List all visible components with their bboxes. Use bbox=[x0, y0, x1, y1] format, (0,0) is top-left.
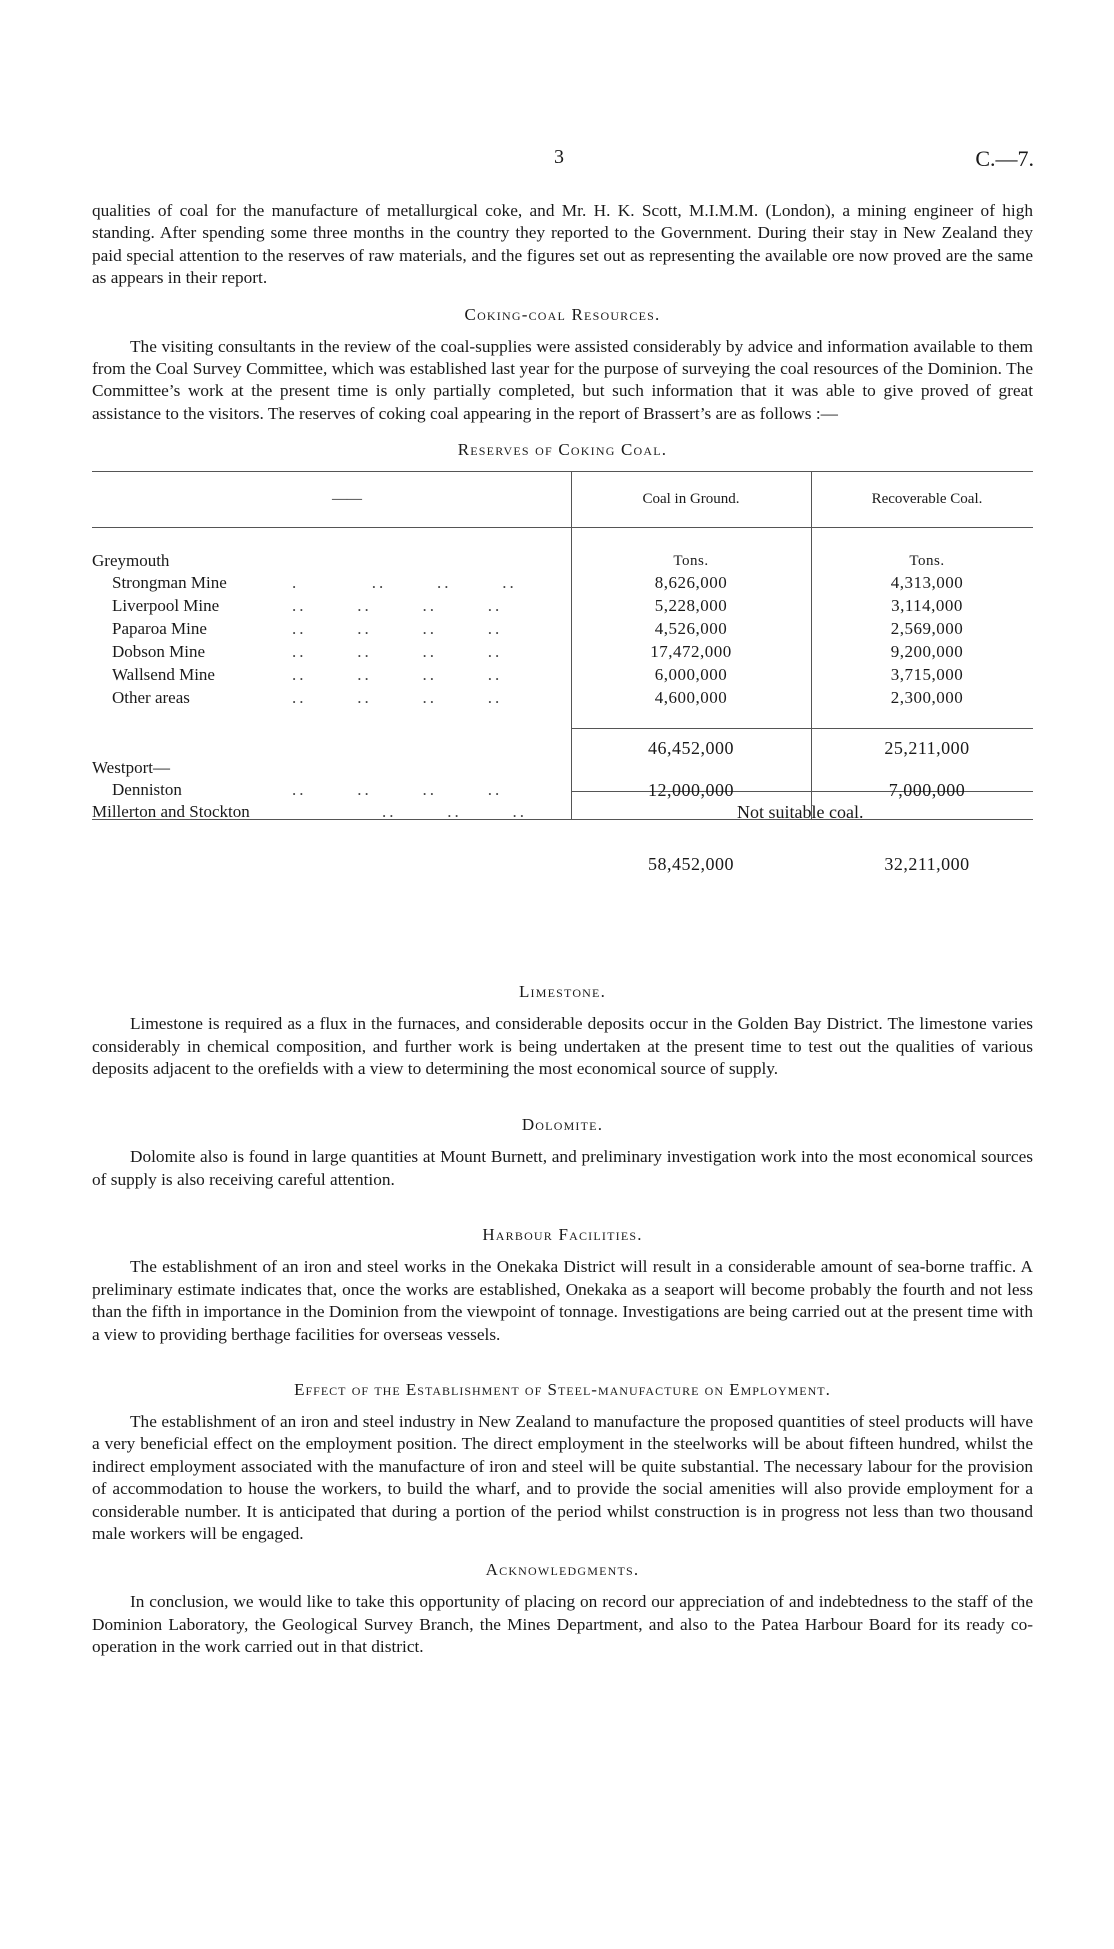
intro-paragraph: qualities of coal for the manufacture of metallurgical coke, and Mr. H. K. Scott, M.I.M.M. (London), a mining engineer of high standing. After spending some three months in the country they reported to the Government. During their stay in New Zealand they paid special attention to the reserves of raw materials, and the figures set out as representing the available ore now proved are the same as appears in their report. bbox=[92, 201, 1033, 288]
leader-dots: .. .. .. .. bbox=[292, 596, 503, 616]
cell-recoverable: 9,200,000 bbox=[890, 642, 964, 662]
coking-coal-heading: Coking-coal Resources. bbox=[464, 304, 661, 324]
employment-heading: Effect of the Establishment of Steel-manufacture on Employment. bbox=[294, 1379, 831, 1399]
row-name: Wallsend Mine bbox=[112, 665, 215, 685]
reserves-table bbox=[92, 425, 1033, 891]
table-top-rule bbox=[92, 471, 1033, 472]
spacer bbox=[92, 891, 1033, 981]
acknowledgments-paragraph: In conclusion, we would like to take this opportunity of placing on record our appreciation of and indebtedness to the staff of the Dominion Laboratory, the Geological Survey Branch, the Mines Department, and also to the Patea Harbour Board for its ready co-operation in the work carried out in that district. bbox=[92, 1592, 1033, 1657]
subtotal-ground: 46,452,000 bbox=[648, 738, 734, 759]
not-suitable-note: Not suitable coal. bbox=[737, 802, 864, 823]
col-header-ground: Coal in Ground. bbox=[642, 491, 740, 508]
stub-header: —— bbox=[332, 491, 362, 508]
table-header-rule bbox=[92, 527, 1033, 528]
coking-coal-paragraph: The visiting consultants in the review of the coal-supplies were assisted considerably by advice and information available to them from the Coal Survey Committee, which was established last year for the purpose of surveying the coal resources of the Dominion. The Committee’s work at the present time is only partially completed, but such information that it was able to give proved of great assistance to the visitors. The reserves of coking coal appearing in the report of Brassert’s are as follows :— bbox=[92, 336, 1033, 423]
leader-dots: .. .. .. .. bbox=[292, 665, 503, 685]
row-name: Liverpool Mine bbox=[112, 596, 220, 616]
subtotal-rule bbox=[571, 728, 1033, 729]
unit-recoverable: Tons. bbox=[909, 553, 945, 570]
leader-dots: .. .. .. .. bbox=[292, 688, 503, 708]
leader-dots: .. .. .. .. bbox=[292, 780, 503, 800]
cell-ground: 5,228,000 bbox=[654, 596, 728, 616]
harbour-paragraph: The establishment of an iron and steel works in the Onekaka District will result in a considerable amount of sea-borne traffic. A preliminary estimate indicates that, once the works are established, Onekaka as a seaport will become probably the fourth and not less than the fifth in importance in the Dominion from the viewpoint of tonnage. Investigations are being carried out at the present time with a view to providing berthage facilities for overseas vessels. bbox=[92, 1257, 1033, 1344]
col-header-recoverable: Recoverable Coal. bbox=[871, 491, 983, 508]
cell-ground: 4,600,000 bbox=[654, 688, 728, 708]
cell-recoverable: 3,715,000 bbox=[890, 665, 964, 685]
cell-recoverable: 2,300,000 bbox=[890, 688, 964, 708]
total-ground: 58,452,000 bbox=[648, 854, 734, 875]
limestone-heading: Limestone. bbox=[518, 982, 607, 1002]
leader-dots: .. .. .. .. bbox=[292, 642, 503, 662]
cell-recoverable: 3,114,000 bbox=[891, 596, 963, 616]
cell-recoverable: 7,000,000 bbox=[888, 780, 966, 801]
row-name: Other areas bbox=[112, 688, 190, 708]
group-label-westport: Westport— bbox=[92, 758, 170, 778]
cell-ground: 12,000,000 bbox=[648, 780, 734, 801]
dolomite-paragraph: Dolomite also is found in large quantities at Mount Burnett, and preliminary investigation work into the most economical sources of supply is also receiving careful attention. bbox=[92, 1147, 1033, 1189]
row-name: Paparoa Mine bbox=[112, 619, 207, 639]
dolomite-heading: Dolomite. bbox=[521, 1115, 604, 1135]
cell-recoverable: 2,569,000 bbox=[890, 619, 964, 639]
row-name: Strongman Mine bbox=[112, 573, 227, 593]
group-label-greymouth: Greymouth bbox=[92, 551, 170, 571]
unit-ground: Tons. bbox=[673, 553, 709, 570]
limestone-paragraph: Limestone is required as a flux in the furnaces, and considerable deposits occur in the Golden Bay District. The limestone varies considerably in chemical composition, and further work is being undertaken at the present time to test out the qualities of various deposits adjacent to the orefields with a view to determining the most economical source of supply. bbox=[92, 1014, 1033, 1079]
reserves-table-title: Reserves of Coking Coal. bbox=[457, 440, 668, 460]
page-header bbox=[0, 146, 1114, 176]
leader-dots: .. .. .. .. bbox=[292, 619, 503, 639]
table-divider-right bbox=[811, 471, 812, 819]
leader-dots: .. .. .. bbox=[382, 802, 527, 822]
cell-recoverable: 4,313,000 bbox=[890, 573, 964, 593]
harbour-heading: Harbour Facilities. bbox=[482, 1225, 643, 1245]
cell-ground: 8,626,000 bbox=[654, 573, 728, 593]
subtotal-recoverable: 25,211,000 bbox=[884, 738, 970, 759]
employment-paragraph: The establishment of an iron and steel industry in New Zealand to manufacture the proposed quantities of steel products will have a very beneficial effect on the employment position. The direct employment in the steelworks will be about fifteen hundred, whilst the indirect employment associated with the manufacture of iron and steel will be quite substantial. The necessary labour for the provision of accommodation to house the workers, to build the wharf, and to provide the social amenities will also provide employment for a considerable number. It is anticipated that during a portion of the period whilst construction is in progress not less than two thousand male workers will be engaged. bbox=[92, 1411, 1033, 1543]
acknowledgments-heading: Acknowledgments. bbox=[485, 1560, 640, 1580]
reserves-table-grid bbox=[92, 425, 1033, 891]
cell-ground: 6,000,000 bbox=[654, 665, 728, 685]
cell-ground: 17,472,000 bbox=[650, 642, 732, 662]
cell-ground: 4,526,000 bbox=[654, 619, 728, 639]
row-name: Dobson Mine bbox=[112, 642, 206, 662]
page-content bbox=[92, 200, 1033, 1659]
leader-dots: . .. .. .. bbox=[292, 573, 517, 593]
document-reference: C.—7. bbox=[975, 146, 1034, 171]
page-number: 3 bbox=[554, 146, 564, 168]
table-divider-left bbox=[571, 471, 572, 819]
total-recoverable: 32,211,000 bbox=[884, 854, 970, 875]
row-name: Denniston bbox=[112, 780, 182, 800]
row-name-unsuitable: Millerton and Stockton bbox=[92, 802, 250, 822]
